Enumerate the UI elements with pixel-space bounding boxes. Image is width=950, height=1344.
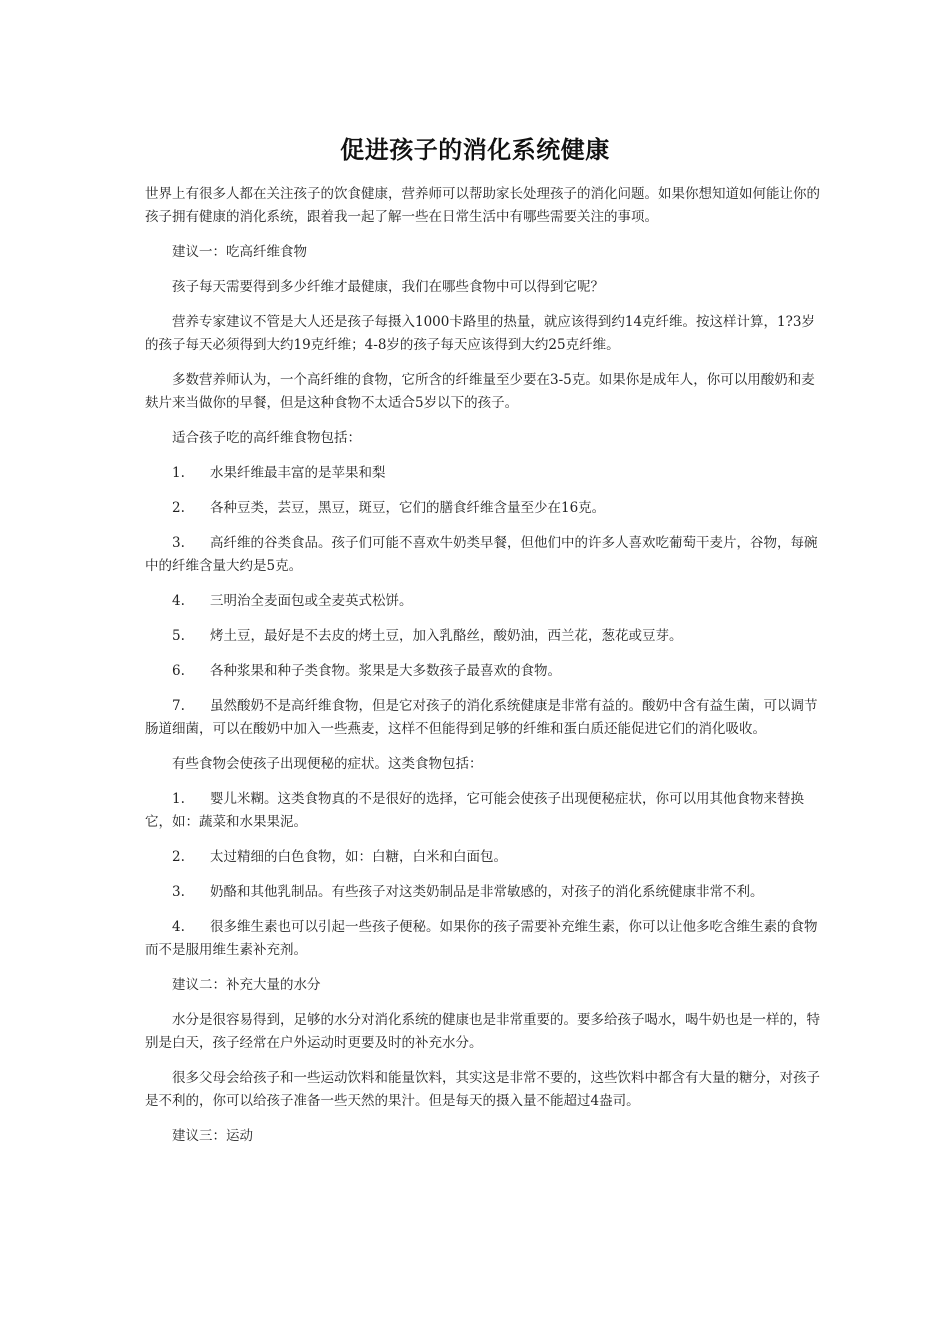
list-item	[145, 846, 821, 869]
list-number: 6.	[172, 663, 185, 679]
list-text: 太过精细的白色食物，如：白糖，白米和白面包。	[210, 849, 507, 865]
list-text: 各种浆果和种子类食物。浆果是大多数孩子最喜欢的食物。	[210, 663, 561, 679]
section-heading-advice-1: 建议一：吃高纤维食物	[172, 244, 307, 260]
list-item	[145, 462, 821, 485]
list-number: 4.	[172, 919, 185, 935]
list-item	[145, 916, 821, 962]
list-number: 1.	[172, 791, 185, 807]
list-item	[145, 788, 821, 834]
section-heading-advice-3: 建议三：运动	[172, 1128, 253, 1144]
list-text: 虽然酸奶不是高纤维食物，但是它对孩子的消化系统健康是非常有益的。酸奶中含有益生菌，可以调节肠道细菌，可以在酸奶中加入一些燕麦，这样不但能得到足够的纤维和蛋白质还能促进它们的消化吸收。	[145, 698, 818, 737]
list-number: 3.	[172, 884, 185, 900]
list-text: 高纤维的谷类食品。孩子们可能不喜欢牛奶类早餐，但他们中的许多人喜欢吃葡萄干麦片，谷物，每碗中的纤维含量大约是5克。	[145, 535, 818, 574]
list-text: 三明治全麦面包或全麦英式松饼。	[210, 593, 413, 609]
list-intro-high-fiber: 适合孩子吃的高纤维食物包括：	[172, 430, 361, 446]
list-item	[145, 497, 821, 520]
list-number: 4.	[172, 593, 185, 609]
paragraph-expert: 营养专家建议不管是大人还是孩子每摄入1000卡路里的热量，就应该得到约14克纤维。按这样计算，1?3岁的孩子每天必须得到大约19克纤维；4-8岁的孩子每天应该得到大约25克纤维。	[145, 314, 815, 353]
list-number: 1.	[172, 465, 185, 481]
list-item	[145, 625, 821, 648]
list-item	[145, 532, 821, 578]
list-intro-constipation: 有些食物会使孩子出现便秘的症状。这类食物包括：	[172, 756, 483, 772]
paragraph-question: 孩子每天需要得到多少纤维才最健康，我们在哪些食物中可以得到它呢？	[172, 279, 604, 295]
document-body	[145, 183, 821, 1160]
list-number: 2.	[172, 500, 185, 516]
list-number: 2.	[172, 849, 185, 865]
page-title: 促进孩子的消化系统健康	[340, 136, 610, 164]
paragraph-water: 水分是很容易得到，足够的水分对消化系统的健康也是非常重要的。要多给孩子喝水，喝牛奶也是一样的，特别是白天，孩子经常在户外运动时更要及时的补充水分。	[145, 1012, 820, 1051]
list-text: 水果纤维最丰富的是苹果和梨	[210, 465, 386, 481]
list-text: 各种豆类，芸豆，黑豆，斑豆，它们的膳食纤维含量至少在16克。	[210, 500, 606, 516]
section-heading-advice-2: 建议二：补充大量的水分	[172, 977, 321, 993]
list-number: 7.	[172, 698, 185, 714]
list-text: 烤土豆，最好是不去皮的烤土豆，加入乳酪丝，酸奶油，西兰花，葱花或豆芽。	[210, 628, 683, 644]
paragraph-nutritionist: 多数营养师认为，一个高纤维的食物，它所含的纤维量至少要在3-5克。如果你是成年人，你可以用酸奶和麦麸片来当做你的早餐，但是这种食物不太适合5岁以下的孩子。	[145, 372, 815, 411]
list-text: 婴儿米糊。这类食物真的不是很好的选择，它可能会使孩子出现便秘症状，你可以用其他食物来替换它，如：蔬菜和水果果泥。	[145, 791, 804, 830]
list-text: 奶酪和其他乳制品。有些孩子对这类奶制品是非常敏感的，对孩子的消化系统健康非常不利。	[210, 884, 764, 900]
list-item	[145, 590, 821, 613]
list-item	[145, 881, 821, 904]
list-item	[145, 695, 821, 741]
list-text: 很多维生素也可以引起一些孩子便秘。如果你的孩子需要补充维生素，你可以让他多吃含维生素的食物而不是服用维生素补充剂。	[145, 919, 818, 958]
list-number: 3.	[172, 535, 185, 551]
list-item	[145, 660, 821, 683]
intro-paragraph: 世界上有很多人都在关注孩子的饮食健康，营养师可以帮助家长处理孩子的消化问题。如果你想知道如何能让你的孩子拥有健康的消化系统，跟着我一起了解一些在日常生活中有哪些需要关注的事项。	[145, 186, 820, 225]
list-number: 5.	[172, 628, 185, 644]
paragraph-drinks: 很多父母会给孩子和一些运动饮料和能量饮料，其实这是非常不要的，这些饮料中都含有大量的糖分，对孩子是不利的，你可以给孩子准备一些天然的果汁。但是每天的摄入量不能超过4盎司。	[145, 1070, 820, 1109]
